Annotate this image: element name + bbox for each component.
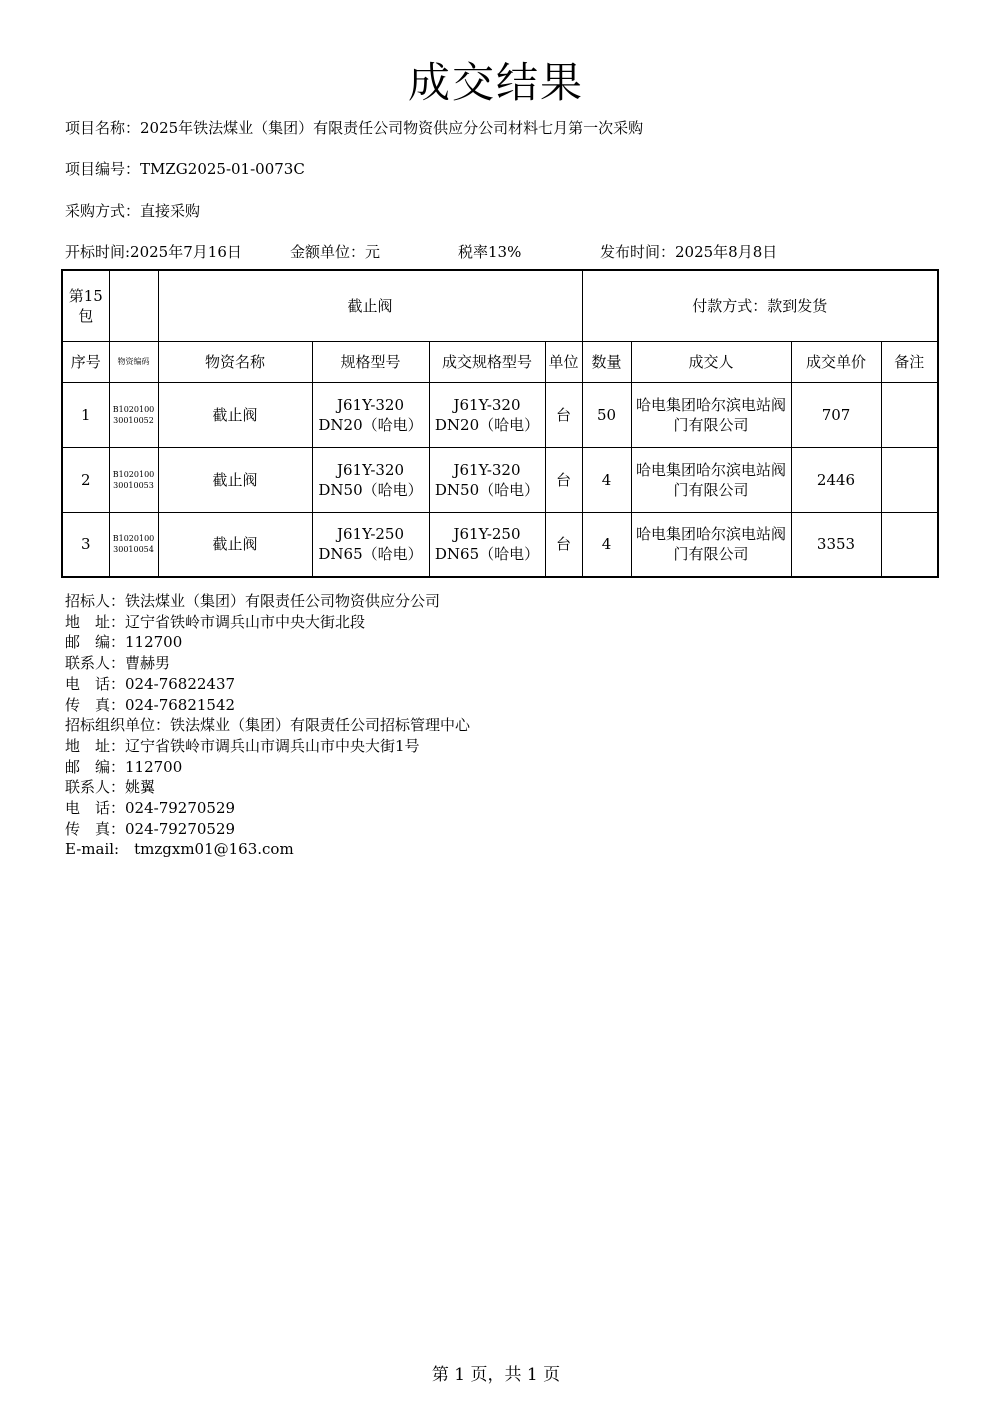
currency-unit: 金额单位：元 — [290, 243, 381, 261]
row-vendor: 哈电集团哈尔滨电站阀门有限公司 — [631, 512, 791, 577]
row-code: B102010030010053 — [109, 447, 158, 512]
agency: 招标组织单位：铁法煤业（集团）有限责任公司招标管理中心 — [65, 716, 471, 735]
meta-row — [65, 241, 935, 261]
row-remark — [881, 447, 938, 512]
row-spec: J61Y-320 DN50（哈电） — [312, 447, 429, 512]
row-spec: J61Y-250 DN65（哈电） — [312, 512, 429, 577]
header-cell: 规格型号 — [312, 341, 429, 382]
header-cell: 备注 — [881, 341, 938, 382]
contact-info — [65, 591, 470, 860]
row-qty: 4 — [582, 512, 631, 577]
page-indicator: 第 1 页，共 1 页 — [431, 1365, 561, 1385]
payment-terms: 付款方式：款到发货 — [582, 270, 938, 341]
header-cell: 单位 — [545, 341, 582, 382]
row-unit: 台 — [545, 447, 582, 512]
row-price: 707 — [791, 382, 881, 447]
row-unit: 台 — [545, 512, 582, 577]
package-blank — [109, 270, 158, 341]
row-vendor: 哈电集团哈尔滨电站阀门有限公司 — [631, 382, 791, 447]
row-spec: J61Y-320 DN20（哈电） — [312, 382, 429, 447]
row-no: 1 — [62, 382, 109, 447]
publish-time: 发布时间：2025年8月8日 — [600, 243, 778, 261]
row-deal-spec: J61Y-320 DN50（哈电） — [429, 447, 545, 512]
tenderer-fax: 传 真：024-76821542 — [65, 695, 236, 714]
row-qty: 50 — [582, 382, 631, 447]
row-no: 3 — [62, 512, 109, 577]
row-unit: 台 — [545, 382, 582, 447]
tenderer: 招标人：铁法煤业（集团）有限责任公司物资供应分公司 — [65, 592, 441, 610]
agency-address: 地 址：辽宁省铁岭市调兵山市调兵山市中央大街1号 — [65, 736, 420, 755]
row-code: B102010030010054 — [109, 512, 158, 577]
agency-contact: 联系人：姚翼 — [65, 778, 156, 797]
agency-email: E-mail: tmzgxm01@163.com — [65, 840, 294, 859]
tenderer-phone: 电 话：024-76822437 — [65, 674, 236, 693]
header-cell: 数量 — [582, 341, 631, 382]
row-qty: 4 — [582, 447, 631, 512]
header-cell: 物资编码 — [109, 341, 158, 382]
table-row — [62, 447, 938, 512]
agency-postcode: 邮 编：112700 — [65, 757, 183, 776]
header-cell: 成交规格型号 — [429, 341, 545, 382]
tenderer-postcode: 邮 编：112700 — [65, 633, 183, 652]
row-no: 2 — [62, 447, 109, 512]
row-name: 截止阀 — [158, 382, 312, 447]
table-row — [62, 512, 938, 577]
agency-fax: 传 真：024-79270529 — [65, 819, 236, 838]
result-table — [61, 269, 939, 578]
open-time: 开标时间:2025年7月16日 — [65, 243, 242, 261]
row-name: 截止阀 — [158, 512, 312, 577]
agency-phone: 电 话：024-79270529 — [65, 799, 236, 818]
header-row — [62, 341, 938, 382]
project-number: 项目编号：TMZG2025-01-0073C — [65, 160, 305, 178]
row-remark — [881, 512, 938, 577]
package-name: 截止阀 — [158, 270, 582, 341]
row-deal-spec: J61Y-320 DN20（哈电） — [429, 382, 545, 447]
header-cell: 序号 — [62, 341, 109, 382]
row-price: 2446 — [791, 447, 881, 512]
row-remark — [881, 382, 938, 447]
package-row — [62, 270, 938, 341]
tax-rate: 税率13% — [458, 243, 522, 261]
header-cell: 成交人 — [631, 341, 791, 382]
header-cell: 成交单价 — [791, 341, 881, 382]
header-cell: 物资名称 — [158, 341, 312, 382]
row-name: 截止阀 — [158, 447, 312, 512]
row-price: 3353 — [791, 512, 881, 577]
tenderer-address: 地 址：辽宁省铁岭市调兵山市中央大街北段 — [65, 612, 366, 631]
row-deal-spec: J61Y-250 DN65（哈电） — [429, 512, 545, 577]
package-label: 第15包 — [62, 270, 109, 341]
table-row — [62, 382, 938, 447]
tenderer-contact: 联系人：曹赫男 — [65, 654, 171, 673]
project-name: 项目名称：2025年铁法煤业（集团）有限责任公司物资供应分公司材料七月第一次采购 — [65, 119, 644, 137]
procurement-method: 采购方式：直接采购 — [65, 202, 201, 220]
page-title: 成交结果 — [407, 58, 584, 107]
row-code: B102010030010052 — [109, 382, 158, 447]
row-vendor: 哈电集团哈尔滨电站阀门有限公司 — [631, 447, 791, 512]
